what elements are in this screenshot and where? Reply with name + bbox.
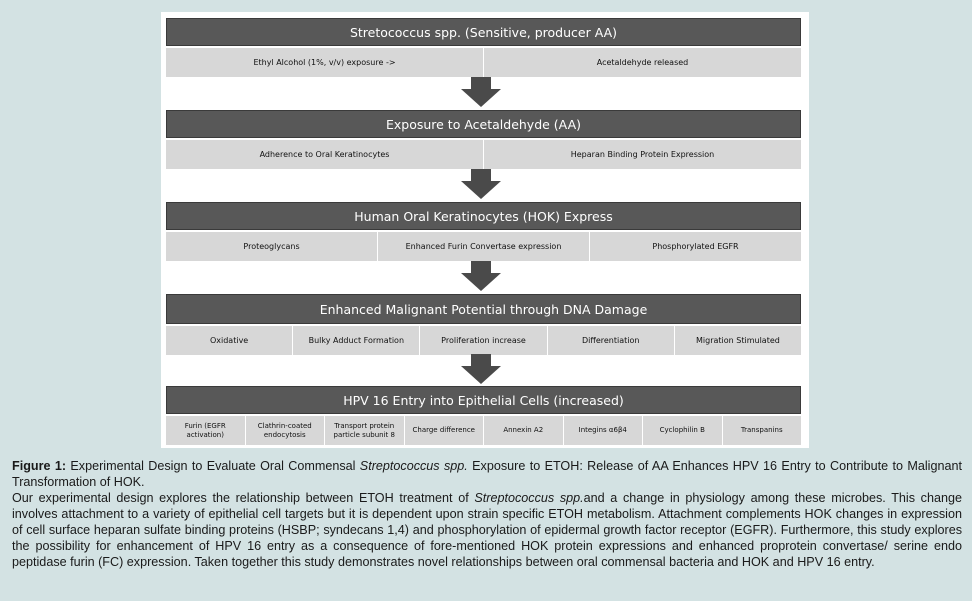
- stage-1-title: Stretococcus spp. (Sensitive, producer AA): [166, 18, 801, 46]
- stage-item: Proliferation increase: [420, 326, 547, 355]
- down-arrow-icon: [461, 77, 501, 107]
- caption-body-text: and a change in physiology among these microbes. This change involves attachment to a variety of epithelial cell targets but it is dependent upon strain specific ETOH metabolism. Attachment complements HOK changes in expression of cell surface heparan sulfate binding proteins (HSBP; syndecans 1,4) and phosphorylation of epidermal growth factor receptor (EGFR). Furthermore, this study explores the possibility for enhancement of HPV 16 entry as a consequence of fore-mentioned HOK protein expressions and enhanced proprotein convertase/ serine endo peptidase furin (FC) expression. Taken together this study demonstrates novel relationships between oral commensal bacteria and HOK and HPV 16 entry.: [12, 491, 962, 569]
- caption-body-text: Our experimental design explores the relationship between ETOH treatment of: [12, 491, 475, 505]
- figure-label: Figure 1:: [12, 459, 67, 473]
- figure-caption: [12, 458, 962, 570]
- stage-item: Integins α6β4: [564, 416, 644, 445]
- stage-4-items: [166, 326, 801, 355]
- stage-3: [166, 202, 801, 261]
- caption-title-text: Experimental Design to Evaluate Oral Commensal: [66, 459, 360, 473]
- stage-item: Proteoglycans: [166, 232, 378, 261]
- stage-item: Clathrin-coated endocytosis: [246, 416, 326, 445]
- caption-body: [12, 490, 962, 570]
- stage-2: [166, 110, 801, 169]
- stage-3-title: Human Oral Keratinocytes (HOK) Express: [166, 202, 801, 230]
- stage-item: Differentiation: [548, 326, 675, 355]
- stage-item: Migration Stimulated: [675, 326, 801, 355]
- stage-item: Acetaldehyde released: [484, 48, 801, 77]
- caption-species: Streptococcus spp.: [474, 491, 584, 505]
- caption-title-text: Exposure to ETOH: Release of AA Enhances HPV 16 Entry to Contribute to Malignant Transformation of HOK.: [12, 459, 962, 489]
- stage-item: Bulky Adduct Formation: [293, 326, 420, 355]
- caption-species: Streptococcus spp.: [359, 459, 468, 473]
- stage-2-title: Exposure to Acetaldehyde (AA): [166, 110, 801, 138]
- stage-5: [166, 386, 801, 445]
- stage-item: Phosphorylated EGFR: [590, 232, 801, 261]
- down-arrow-icon: [461, 169, 501, 199]
- stage-item: Annexin A2: [484, 416, 564, 445]
- stage-1: [166, 18, 801, 77]
- down-arrow-icon: [461, 261, 501, 291]
- stage-item: Heparan Binding Protein Expression: [484, 140, 801, 169]
- stage-item: Oxidative: [166, 326, 293, 355]
- stage-5-title: HPV 16 Entry into Epithelial Cells (increased): [166, 386, 801, 414]
- stage-item: Enhanced Furin Convertase expression: [378, 232, 590, 261]
- stage-item: Adherence to Oral Keratinocytes: [166, 140, 484, 169]
- stage-3-items: [166, 232, 801, 261]
- stage-item: Furin (EGFR activation): [166, 416, 246, 445]
- figure-panel: [161, 12, 809, 448]
- stage-4: [166, 294, 801, 355]
- stage-item: Transpanins: [723, 416, 802, 445]
- stage-item: Charge difference: [405, 416, 485, 445]
- stage-1-items: [166, 48, 801, 77]
- stage-item: Transport protein particle subunit 8: [325, 416, 405, 445]
- caption-title: [12, 458, 962, 490]
- stage-item: Ethyl Alcohol (1%, v/v) exposure ->: [166, 48, 484, 77]
- stage-4-title: Enhanced Malignant Potential through DNA Damage: [166, 294, 801, 324]
- stage-2-items: [166, 140, 801, 169]
- stage-item: Cyclophilin B: [643, 416, 723, 445]
- stage-5-items: [166, 416, 801, 445]
- down-arrow-icon: [461, 354, 501, 384]
